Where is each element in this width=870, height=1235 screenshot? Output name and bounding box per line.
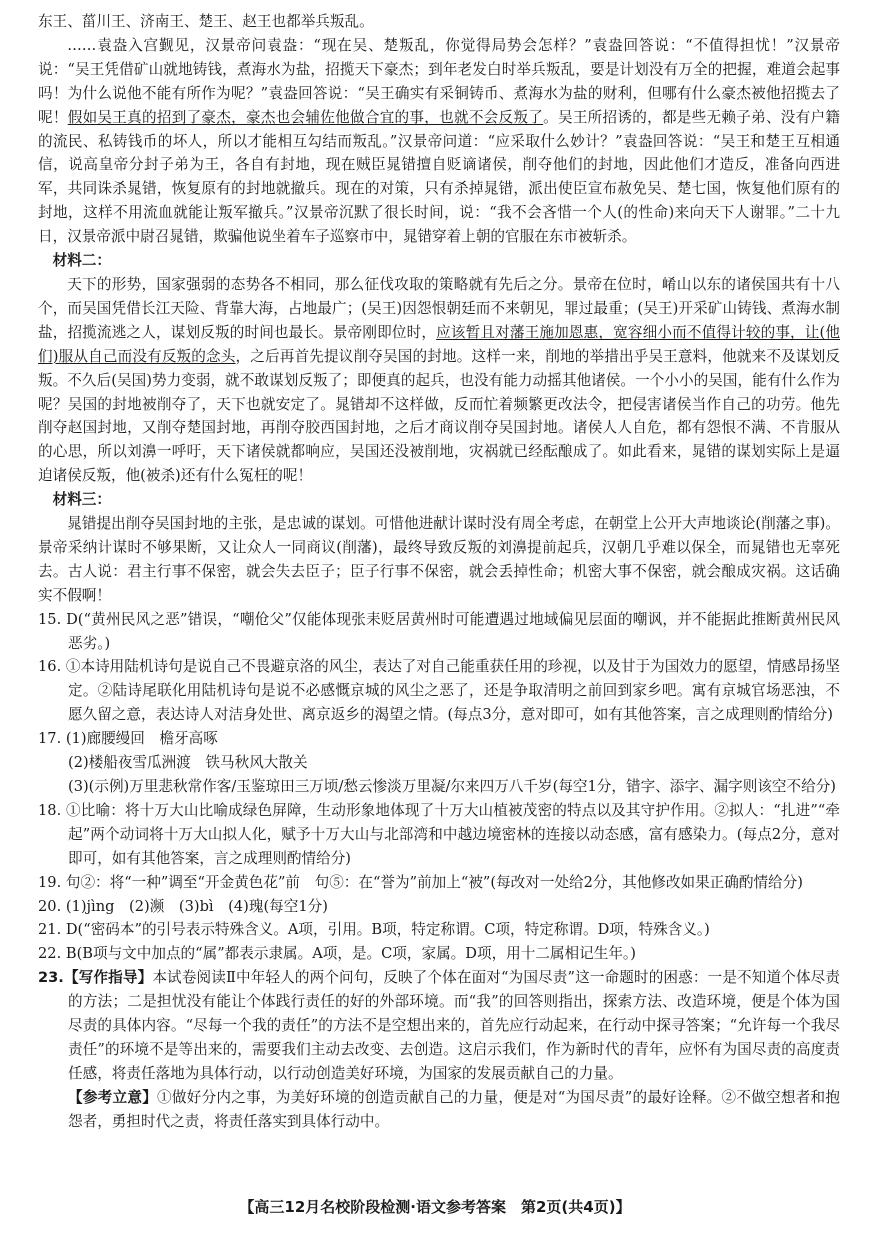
reference-ideas-text: ①做好分内之事，为美好环境的创造贡献自己的力量，便是对“为国尽责”的最好诠释。②不做空想者和抱怨者，勇担时代之责，将责任落实到具体行动中。: [68, 1088, 840, 1130]
material3-heading: 材料三：: [52, 491, 111, 509]
material1-opening-line: 东王、菑川王、济南王、楚王、赵王也都举兵叛乱。: [38, 13, 374, 30]
answer-17-part1: 17. (1)廊腰缦回 檐牙高啄: [38, 730, 218, 748]
answer-23-reference-ideas: [38, 1086, 840, 1134]
answer-20: 20. (1)jìng (2)濒 (3)bì (4)瑰(每空1分): [38, 897, 328, 915]
answer-22: 22. B(B项与文中加点的“属”都表示隶属。A项，是。C项，家属。D项，用十二属相记生年。): [38, 945, 636, 963]
material2-paragraph: [38, 273, 840, 488]
writing-guide-text: 本试卷阅读Ⅱ中年轻人的两个问句，反映了个体在面对“为国尽责”这一命题时的困惑：一是不知道个体尽责的方法；二是担忧没有能让个体践行责任的好的外部环境。而“我”的回答则指出，探索方法、改造环境，便是个体为国尽责的具体内容。“尽每一个我的责任”的方法不是空想出来的，首先应行动起来，在行动中探寻答案；“允许每一个我尽责任”的环境不是等出来的，需要我们主动去改变、去创造。这启示我们，作为新时代的青年，应怀有为国尽责的高度责任感，将责任落地为具体行动，以行动创造美好环境，为国家的发展贡献自己的力量。: [68, 969, 840, 1082]
material2-text-a: 天下的形势，国家强弱的态势各不相同，那么征伐攻取的策略就有先后之分。景帝在位时，崤山以东的诸侯国共有十八个，而吴国凭借长江天险、背靠大海，占地最广；(吴王)因怨恨朝廷而不来朝见，罪过最重；(吴王)开采矿山铸钱、煮海水制盐，招揽流逃之人，谋划反叛的时间也最长。景帝刚即位时，: [38, 275, 840, 341]
material1-text-b: 。吴王所招诱的，都是些无赖子弟、没有户籍的流民、私铸钱币的坏人，所以才能相互勾结而叛乱。”汉景帝问道：“应采取什么妙计？”袁盎回答说：“吴王和楚王互相通信，说高皇帝分封子弟为王，各自有封地，现在贼臣晁错擅自贬谪诸侯，削夺他们的封地，因此他们才造反，准备向西进军，共同诛杀晁错，恢复原有的封地就撤兵。现在的对策，只有杀掉晁错，派出使臣宣布赦免吴、楚七国，恢复他们原有的封地，这样不用流血就能让叛军撤兵。”汉景帝沉默了很长时间，说：“我不会吝惜一个人(的性命)来向天下人谢罪。”二十九日，汉景帝派中尉召晁错，欺骗他说坐着车子巡察市中，晁错穿着上朝的官服在东市被斩杀。: [38, 108, 840, 246]
answer-19: 19. 句②：将“一种”调至“开金黄色花”前 句⑤：在“誉为”前加上“被”(每改对一处给2分，其他修改如果正确酌情给分): [38, 873, 803, 891]
material3-paragraph: 晁错提出削夺吴国封地的主张，是忠诚的谋划。可惜他进献计谋时没有周全考虑，在朝堂上公开大声地谈论(削藩之事)。景帝采纳计谋时不够果断，又让众人一同商议(削藩)，最终导致反叛的刘濞提前起兵，汉朝几乎难以保全，而晁错也无辜死去。古人说：君主行事不保密，就会失去臣子；臣子行事不保密，就会丢掉性命；机密大事不保密，就会酿成灾祸。这话确实不假啊！: [38, 515, 840, 604]
material2-text-b: ，之后再首先提议削夺吴国的封地。这样一来，削地的举措出乎吴王意料，他就来不及谋划反叛。不久后(吴国)势力变弱，就不敢谋划反叛了；即便真的起兵，也没有能力动摇其他诸侯。一个小小的吴国，能有什么作为呢？吴国的封地被削夺了，天下也就安定了。晁错却不这样做，反而忙着频繁更改法令，把侵害诸侯当作自己的功劳。他先削夺赵国封地，又削夺楚国封地，再削夺胶西国封地，之后才商议削夺吴国封地。诸侯人人自危，都有怨恨不满、不肯服从的心思，所以刘濞一呼吁，天下诸侯就都响应，吴国还没被削地，灾祸就已经酝酿成了。如此看来，晁错的谋划实际上是逼迫诸侯反叛，他(被杀)还有什么冤枉的呢！: [38, 347, 840, 485]
answer-17-part2: (2)楼船夜雪瓜洲渡 铁马秋风大散关: [68, 754, 308, 772]
answer-23-writing-guide: [38, 966, 840, 1086]
answer-17-part3: (3)(示例)万里悲秋常作客/玉鉴琼田三万顷/愁云惨淡万里凝/尔来四万八千岁(每空1分，错字、添字、漏字则该空不给分): [68, 778, 836, 795]
writing-guide-tag: 23.【写作指导】: [38, 969, 153, 987]
answer-21: 21. D(“密码本”的引号表示特殊含义。A项，引用。B项，特定称谓。C项，特定称谓。D项，特殊含义。): [38, 921, 710, 939]
reference-ideas-tag: 【参考立意】: [68, 1088, 158, 1106]
answer-18: 18. ①比喻：将十万大山比喻成绿色屏障，生动形象地体现了十万大山植被茂密的特点以及其守护作用。②拟人：“扎进”“牵起”两个动词将十万大山拟人化，赋予十万大山与北部湾和中越边境密林的连接以动态感，富有感染力。(每点2分，意对即可，如有其他答案，言之成理则酌情给分): [38, 801, 840, 867]
answer-16: 16. ①本诗用陆机诗句是说自己不畏避京洛的风尘，表达了对自己能重获任用的珍视，以及甘于为国效力的愿望，情感昂扬坚定。②陆诗尾联化用陆机诗句是说不必感慨京城的风尘之恶了，还是争取清明之前回到家乡吧。寓有京城官场恶浊，不愿久留之意，表达诗人对洁身处世、离京返乡的渴望之情。(每点3分，意对即可，如有其他答案，言之成理则酌情给分): [38, 658, 840, 724]
material1-paragraph: [38, 34, 840, 249]
material1-underlined-sentence: 假如吴王真的招到了豪杰，豪杰也会辅佐他做合宜的事，也就不会反叛了: [67, 108, 544, 126]
page-footer: 【高三12月名校阶段检测·语文参考答案 第2页(共4页)】: [239, 1198, 631, 1216]
material2-heading: 材料二：: [52, 252, 111, 270]
material1-text-a: ……袁盎入宫觐见，汉景帝问袁盎：“现在吴、楚叛乱，你觉得局势会怎样？”袁盎回答说：“不值得担忧！”汉景帝说：“吴王凭借矿山就地铸钱，煮海水为盐，招揽天下豪杰；到年老发白时举兵叛乱，要是计划没有万全的把握，难道会起事吗！为什么说他不能有所作为呢？”袁盎回答说：“吴王确实有采铜铸币、煮海水为盐的财利，但哪有什么豪杰被他招揽去了呢！: [38, 36, 840, 126]
material2-underlined-sentence: 应该暂且对藩王施加恩惠，宽容细小而不值得计较的事，让(他们)服从自己而没有反叛的念头: [38, 323, 840, 365]
answer-15: 15. D(“黄州民风之恶”错误，“嘲伧父”仅能体现张耒贬居黄州时可能遭遇过地域偏见层面的嘲讽，并不能据此推断黄州民风恶劣。): [38, 610, 840, 652]
